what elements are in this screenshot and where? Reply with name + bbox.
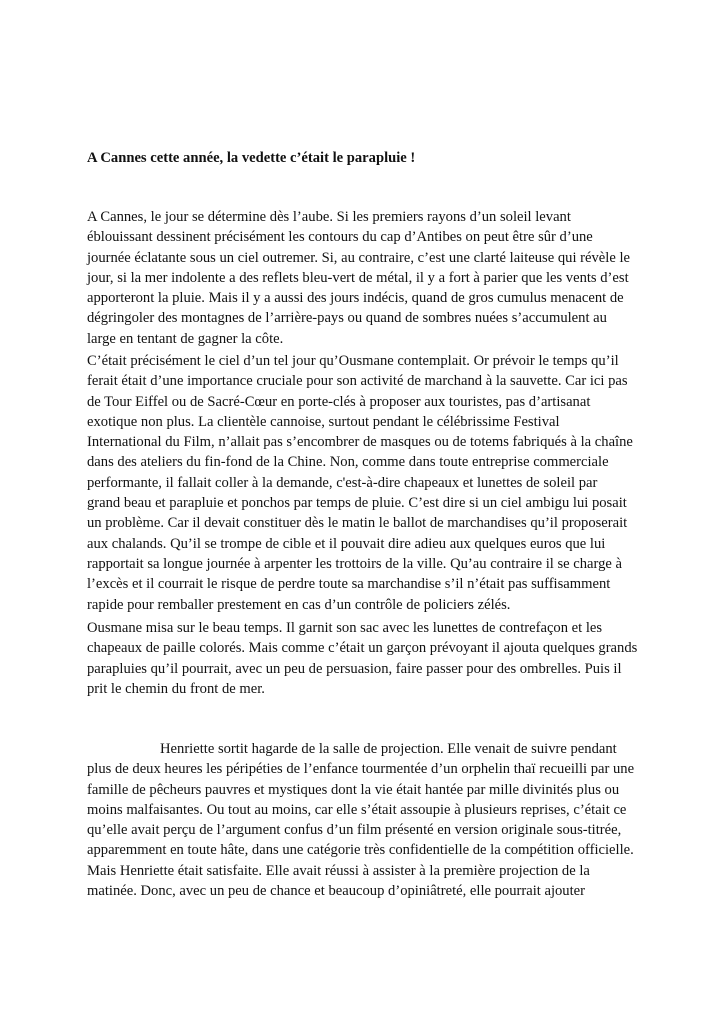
paragraph-2	[87, 351, 647, 615]
text-line: dégringoler des montagnes de l’arrière-pays ou quand de sombres nuées s’accumulent au	[87, 310, 607, 327]
text-line: un problème. Car il devait constituer dès le matin le ballot de marchandises qu’il proposerait	[87, 515, 628, 532]
text-line: chapeaux de paille colorés. Mais comme c’était un garçon prévoyant il ajouta quelques grands	[87, 640, 638, 657]
paragraph-3	[87, 618, 647, 699]
text-line: dans des ateliers du fin-fond de la Chine. Non, comme dans toute entreprise commerciale	[87, 454, 609, 471]
text-line: jour, si la mer indolente a des reflets bleu-vert de métal, il y a fort à parier que les vents d’est	[87, 269, 629, 286]
text-line: l’excès et il courrait le risque de perdre toute sa marchandise s’il n’était pas suffisamment	[87, 576, 611, 593]
text-line: Ousmane misa sur le beau temps. Il garnit son sac avec les lunettes de contrefaçon et les	[87, 620, 603, 636]
text-line: apparemment en toute hâte, dans une catégorie très confidentielle de la compétition officielle.	[87, 842, 634, 859]
text-line: de Tour Eiffel ou de Sacré-Cœur en porte-clés à proposer aux touristes, pas d’artisanat	[87, 393, 591, 410]
text-line: rapide pour remballer prestement en cas d’un contrôle de policiers zélés.	[87, 596, 511, 613]
text-line: Henriette sortit hagarde de la salle de projection. Elle venait de suivre pendant	[160, 741, 617, 757]
text-line: parapluies qu’il pourrait, avec un peu de persuasion, faire passer pour des ombrelles. Puis il	[87, 660, 622, 677]
text-line: apporteront la pluie. Mais il y a aussi des jours indécis, quand de gros cumulus menacent de	[87, 290, 624, 307]
text-line: ferait était d’une importance cruciale pour son activité de marchand à la sauvette. Car ici pas	[87, 373, 628, 390]
text-line: C’était précisément le ciel d’un tel jour qu’Ousmane contemplait. Or prévoir le temps qu’il	[87, 353, 619, 369]
text-line: exotique non plus. La clientèle cannoise, surtout pendant le célébrissime Festival	[87, 413, 560, 430]
text-line: matinée. Donc, avec un peu de chance et beaucoup d’opiniâtreté, elle pourrait ajouter	[87, 883, 585, 900]
text-line: prit le chemin du front de mer.	[87, 680, 265, 697]
text-line: rapportait sa longue journée à arpenter les trottoirs de la ville. Qu’au contraire il se charge à	[87, 555, 623, 572]
text-line: plus de deux heures les péripéties de l’enfance tourmentée d’un orphelin thaï recueilli par une	[87, 761, 635, 778]
text-line: A Cannes, le jour se détermine dès l’aube. Si les premiers rayons d’un soleil levant	[87, 209, 571, 225]
text-line: moins malfaisantes. Ou tout au moins, car elle s’était assoupie à plusieurs reprises, c’était ce	[87, 801, 627, 818]
text-line: large en tentant de gagner la côte.	[87, 330, 284, 347]
paragraph-1	[87, 207, 647, 349]
text-line: éblouissant dessinent précisément les contours du cap d’Antibes on peut être sûr d’une	[87, 229, 593, 246]
paragraph-4	[87, 739, 647, 901]
text-line: grand beau et parapluie et ponchos par temps de pluie. C’est dire si un ciel ambigu lui posait	[87, 495, 627, 512]
text-line: famille de pêcheurs pauvres et mystiques dont la vie était hantée par mille divinités plus ou	[87, 781, 620, 798]
text-line: International du Film, n’allait pas s’encombrer de masques ou de totems fabriqués à la chaîne	[87, 434, 633, 451]
text-line: journée éclatante sous un ciel outremer. Si, au contraire, c’est une clarté laiteuse qui révèle le	[87, 249, 630, 266]
document-title: A Cannes cette année, la vedette c’était le parapluie !	[87, 150, 416, 166]
text-line: qu’elle avait perçu de l’argument confus d’un film présenté en version originale sous-titrée,	[87, 822, 622, 839]
text-line: aux chalands. Qu’il se trompe de cible et il pouvait dire adieu aux quelques euros que lui	[87, 535, 606, 552]
text-line: performante, il fallait coller à la demande, c'est-à-dire chapeaux et lunettes de soleil par	[87, 474, 598, 491]
text-line: Mais Henriette était satisfaite. Elle avait réussi à assister à la première projection de la	[87, 862, 590, 879]
